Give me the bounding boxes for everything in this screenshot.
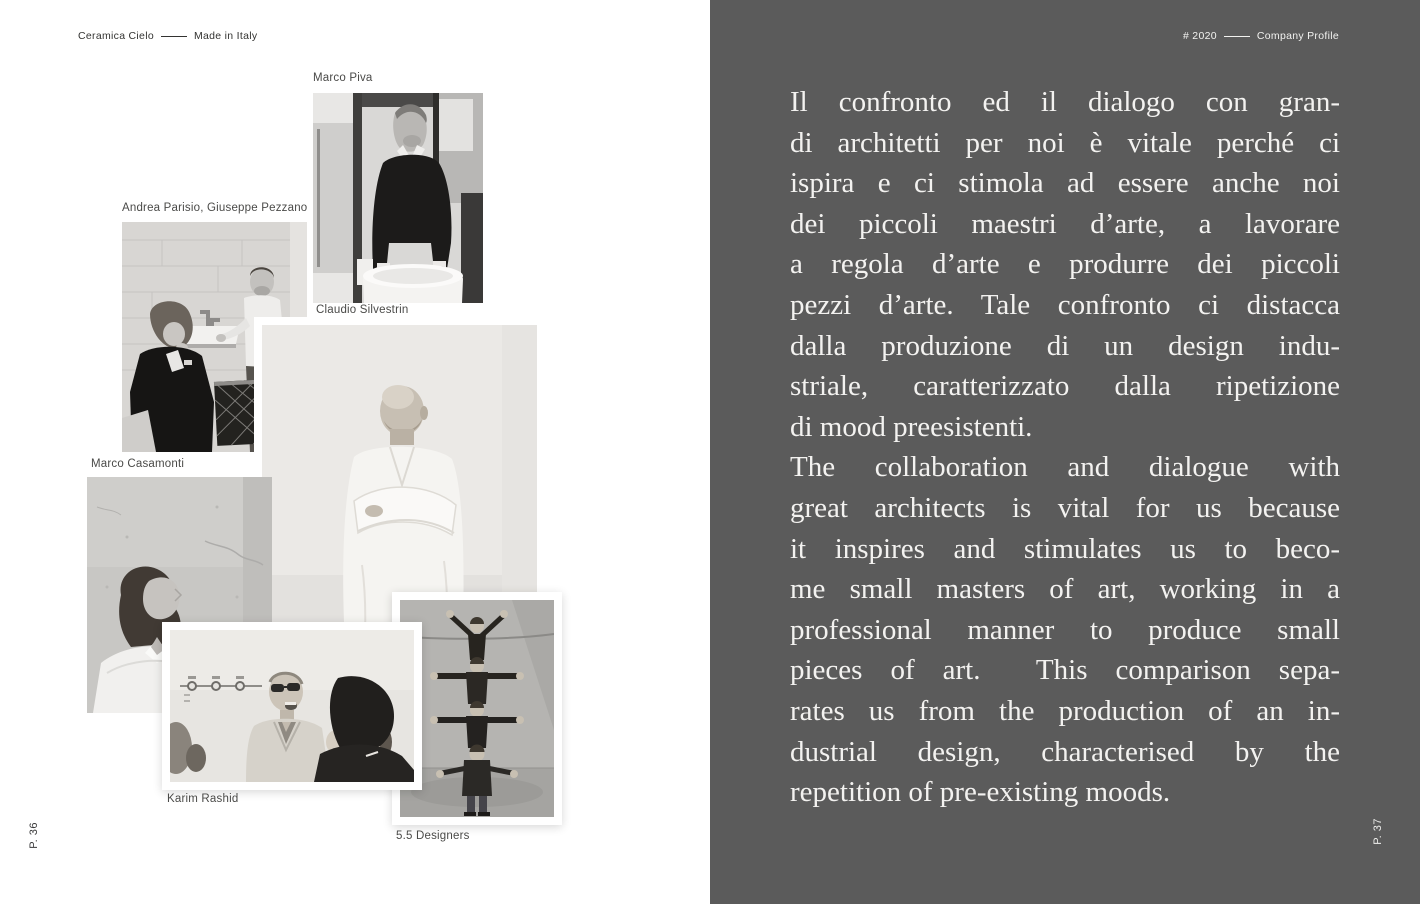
body-line-it-6: pezzi d’arte. Tale confronto ci distacca xyxy=(790,288,1340,321)
header-dash-rule xyxy=(161,36,187,37)
body-line-it-8: striale, caratterizzato dalla ripetizione xyxy=(790,370,1340,403)
page-number-right: P. 37 xyxy=(1372,818,1384,845)
body-line-en-7: rates us from the production of an in- xyxy=(790,694,1340,727)
body-line-it-9: di mood preesistenti. xyxy=(790,410,1033,443)
designers-55-human-totem-illustration xyxy=(400,600,554,817)
made-in-italy-label: Made in Italy xyxy=(193,30,258,42)
issue-year-label: # 2020 xyxy=(1182,30,1217,42)
body-line-en-5: professional manner to produce small xyxy=(790,613,1340,646)
photo-karim-rashid xyxy=(162,622,422,790)
company-profile-label: Company Profile xyxy=(1256,30,1339,42)
body-line-it-5: a regola d’arte e produrre dei piccoli xyxy=(790,248,1340,281)
caption-55-designers: 5.5 Designers xyxy=(396,830,470,842)
body-line-en-4: me small masters of art, working in a xyxy=(790,573,1340,606)
header-dash-rule xyxy=(1224,36,1250,37)
body-line-it-1: Il confronto ed il dialogo con gran- xyxy=(790,86,1340,118)
body-line-en-1: The collaboration and dialogue with xyxy=(790,451,1340,484)
page-number-left: P. 36 xyxy=(28,822,40,849)
caption-marco-casamonti: Marco Casamonti xyxy=(91,458,185,470)
body-line-it-3: ispira e ci stimola ad essere anche noi xyxy=(790,167,1340,200)
body-line-en-6: pieces of art. This comparison sepa- xyxy=(790,654,1340,687)
caption-andrea-parisio: Andrea Parisio, Giuseppe Pezzano xyxy=(122,202,308,214)
body-line-en-9: repetition of pre-existing moods. xyxy=(790,776,1171,809)
caption-marco-piva: Marco Piva xyxy=(313,72,373,84)
karim-rashid-portrait-illustration xyxy=(170,630,414,782)
right-page-header xyxy=(1183,30,1339,42)
body-line-en-8: dustrial design, characterised by the xyxy=(790,735,1340,768)
right-page xyxy=(710,0,1420,904)
body-line-en-3: it inspires and stimulates us to beco- xyxy=(790,532,1340,565)
caption-claudio-silvestrin: Claudio Silvestrin xyxy=(316,304,409,316)
left-page-header xyxy=(78,30,257,42)
photo-marco-piva xyxy=(313,93,483,303)
body-line-it-4: dei piccoli maestri d’arte, a lavorare xyxy=(790,207,1340,240)
caption-karim-rashid: Karim Rashid xyxy=(167,793,239,805)
brand-name: Ceramica Cielo xyxy=(78,30,154,42)
body-line-it-7: dalla produzione di un design indu- xyxy=(790,329,1340,362)
body-line-en-2: great architects is vital for us because xyxy=(790,491,1340,524)
body-line-it-2: di architetti per noi è vitale perché ci xyxy=(790,126,1340,159)
body-text-block xyxy=(790,82,1340,813)
marco-piva-portrait-illustration xyxy=(313,93,483,303)
